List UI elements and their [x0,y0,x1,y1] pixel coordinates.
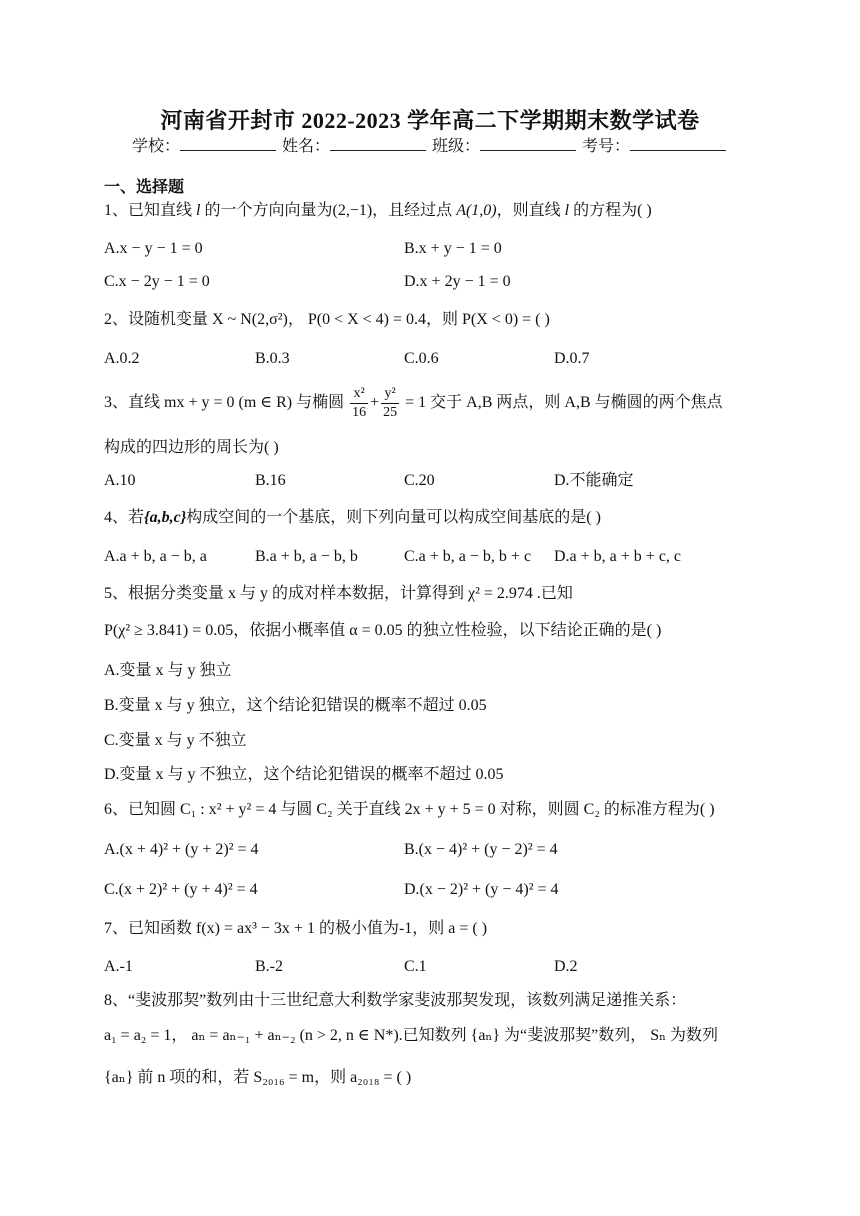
q2-option-a: A.0.2 [104,350,140,367]
q6-option-b: B.(x − 4)² + (y − 2)² = 4 [404,841,558,858]
q4-basis: {a,b,c} [144,509,187,526]
q3-plus: + [370,394,380,411]
question-1 [104,199,652,223]
q7-option-d: D.2 [554,958,578,975]
q3-frac1-den: 16 [352,404,367,420]
id-label: 考号： [582,138,631,155]
student-info-line [0,133,860,156]
q1-point: A(1,0) [456,202,497,219]
question-2: 2、设随机变量 X ~ N(2,σ²)， P(0 < X < 4) = 0.4，则 P(X < 0) = ( ) [104,311,550,328]
page-title: 河南省开封市 2022-2023 学年高二下学期期末数学试卷 [160,108,700,133]
q1-line-l: l [196,202,201,219]
question-6: 6、已知圆 C₁ : x² + y² = 4 与圆 C₂ 关于直线 2x + y + 5 = 0 对称，则圆 C₂ 的标准方程为( ) [104,801,715,818]
q1-option-a: A.x − y − 1 = 0 [104,240,203,257]
q6-option-c: C.(x + 2)² + (y + 4)² = 4 [104,881,258,898]
q3-frac2-den: 25 [383,404,398,420]
q1-option-c: C.x − 2y − 1 = 0 [104,273,210,290]
school-blank [180,136,276,151]
question-4 [104,506,601,530]
q3-fraction-y [381,385,399,422]
q5-option-c: C.变量 x 与 y 不独立 [104,732,247,749]
q5-option-d: D.变量 x 与 y 不独立，这个结论犯错误的概率不超过 0.05 [104,766,504,783]
q2-option-b: B.0.3 [255,350,290,367]
question-3-line-1 [104,384,723,422]
name-label: 姓名： [281,138,330,155]
question-5-line-1: 5、根据分类变量 x 与 y 的成对样本数据，计算得到 χ² = 2.974 .已知 [104,585,573,602]
q3-text-b: = 1 交于 A,B 两点，则 A,B 与椭圆的两个焦点 [405,394,723,411]
q2-option-c: C.0.6 [404,350,439,367]
question-7: 7、已知函数 f(x) = ax³ − 3x + 1 的极小值为-1，则 a = ( ) [104,920,488,937]
q4-option-a: A.a + b, a − b, a [104,548,207,565]
q3-option-d: D.不能确定 [554,472,634,489]
q3-frac2-num: y² [381,385,399,404]
q1-text-d: ，则直线 [496,202,565,219]
q1-text-e: 的方程为( ) [569,202,652,219]
question-3-line-2: 构成的四边形的周长为( ) [104,439,279,456]
section-heading: 一、选择题 [104,179,185,196]
q5-option-b: B.变量 x 与 y 独立，这个结论犯错误的概率不超过 0.05 [104,697,487,714]
q7-option-b: B.-2 [255,958,283,975]
q3-option-b: B.16 [255,472,286,489]
q3-text-a: 3、直线 mx + y = 0 (m ∈ R) 与椭圆 [104,394,345,411]
q7-option-a: A.-1 [104,958,133,975]
q1-line-l2: l [564,202,570,219]
q5-option-a: A.变量 x 与 y 独立 [104,662,232,679]
q1-option-b: B.x + y − 1 = 0 [404,240,502,257]
q4-text-b: 构成空间的一个基底，则下列向量可以构成空间基底的是( ) [186,509,601,526]
q1-option-d: D.x + 2y − 1 = 0 [404,273,511,290]
q4-text-a: 4、若 [104,509,145,526]
name-blank [330,136,426,151]
question-5-line-2: P(χ² ≥ 3.841) = 0.05，依据小概率值 α = 0.05 的独立性检验，以下结论正确的是( ) [104,622,662,639]
class-label: 班级： [432,138,481,155]
q2-option-d: D.0.7 [554,350,590,367]
id-blank [630,136,726,151]
q3-option-a: A.10 [104,472,136,489]
q7-option-c: C.1 [404,958,427,975]
q3-option-c: C.20 [404,472,435,489]
q1-text-c: ，且经过点 [372,202,457,219]
q1-text-b: 的一个方向向量为 [200,202,333,219]
q6-option-a: A.(x + 4)² + (y + 2)² = 4 [104,841,259,858]
q3-frac1-num: x² [350,385,368,404]
question-8-line-1: 8、“斐波那契”数列由十三世纪意大利数学家斐波那契发现，该数列满足递推关系： [104,992,687,1009]
school-label: 学校： [131,138,180,155]
question-8-line-2: a₁ = a₂ = 1， aₙ = aₙ₋₁ + aₙ₋₂ (n > 2, n ∈ N*).已知数列 {aₙ} 为“斐波那契”数列， Sₙ 为数列 [104,1027,719,1044]
q3-fraction-x [350,385,368,422]
class-blank [480,136,576,151]
q4-option-b: B.a + b, a − b, b [255,548,358,565]
question-8-line-3: {aₙ} 前 n 项的和，若 S₂₀₁₆ = m，则 a₂₀₁₈ = ( ) [104,1069,412,1086]
q4-option-d: D.a + b, a + b + c, c [554,548,682,565]
q4-option-c: C.a + b, a − b, b + c [404,548,532,565]
q1-text-a: 1、已知直线 [104,202,197,219]
q6-option-d: D.(x − 2)² + (y − 4)² = 4 [404,881,559,898]
q1-vector: (2,−1) [332,202,373,219]
